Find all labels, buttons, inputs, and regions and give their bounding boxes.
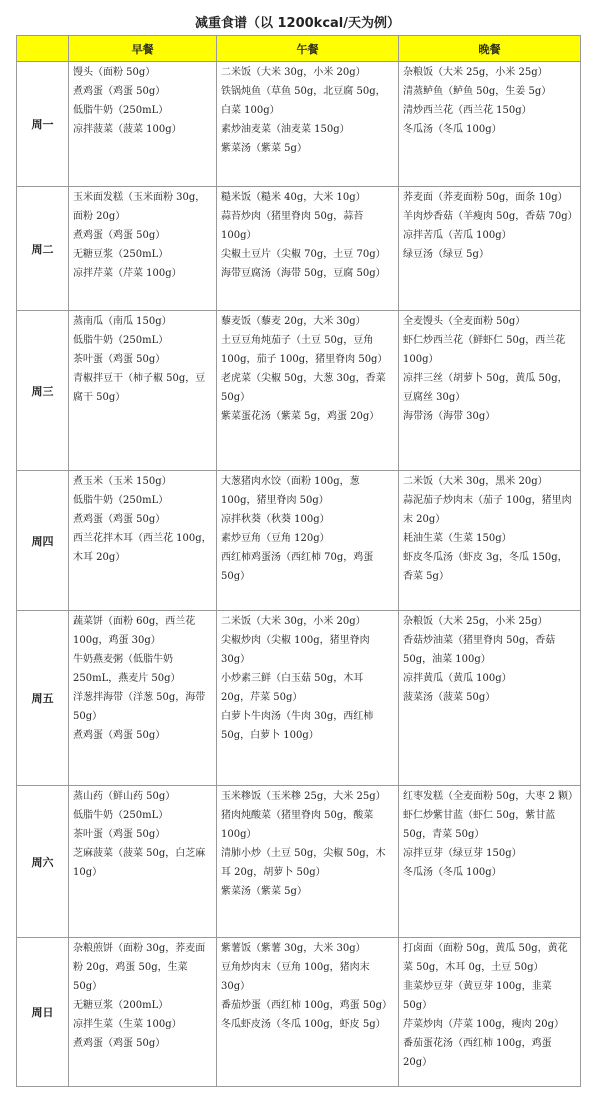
dish-item: 红枣发糕（全麦面粉 50g，大枣 2 颗） — [403, 791, 579, 802]
dish-item: 大葱猪肉水饺（面粉 100g，葱 100g，猪里脊肉 50g） — [221, 476, 360, 506]
dish-item: 煮鸡蛋（鸡蛋 50g） — [73, 86, 166, 97]
dish-item: 清肺小炒（土豆 50g，尖椒 50g，木耳 20g，胡萝卜 50g） — [221, 848, 386, 878]
dish-item: 番茄蛋花汤（西红柿 100g，鸡蛋 20g） — [403, 1038, 552, 1068]
meal-plan-body — [17, 62, 581, 1087]
dish-item: 无糖豆浆（200mL） — [73, 1000, 169, 1011]
dish-item: 玉米糁饭（玉米糁 25g，大米 25g） — [221, 791, 386, 802]
dish-item: 茶叶蛋（鸡蛋 50g） — [73, 354, 166, 365]
lunch-cell — [217, 938, 399, 1087]
dish-item: 杂粮煎饼（面粉 30g，荞麦面粉 20g，鸡蛋 50g，生菜 50g） — [73, 943, 206, 992]
dish-item: 芹菜炒肉（芹菜 100g，瘦肉 20g） — [403, 1019, 564, 1030]
dinner-cell — [399, 938, 581, 1087]
dish-item: 猪肉炖酸菜（猪里脊肉 50g，酸菜 100g） — [221, 810, 374, 840]
dish-item: 藜麦饭（藜麦 20g，大米 30g） — [221, 316, 366, 327]
dish-item: 虾仁炒西兰花（鲜虾仁 50g，西兰花 100g） — [403, 335, 566, 365]
table-row — [17, 311, 581, 471]
dish-item: 土豆豆角炖茄子（土豆 50g，豆角 100g，茄子 100g，猪里脊肉 50g） — [221, 335, 388, 365]
dish-item: 茶叶蛋（鸡蛋 50g） — [73, 829, 166, 840]
dish-item: 凉拌三丝（胡萝卜 50g，黄瓜 50g，豆腐丝 30g） — [403, 373, 568, 403]
header-dinner: 晚餐 — [399, 36, 581, 62]
dish-item: 虾皮冬瓜汤（虾皮 3g，冬瓜 150g，香菜 5g） — [403, 552, 568, 582]
dish-item: 白萝卜牛肉汤（牛肉 30g，西红柿 50g，白萝卜 100g） — [221, 711, 374, 741]
dish-item: 铁锅炖鱼（草鱼 50g，北豆腐 50g，白菜 100g） — [221, 86, 386, 116]
dish-item: 尖椒炒肉（尖椒 100g，猪里脊肉 30g） — [221, 635, 370, 665]
dish-item: 虾仁炒紫甘蓝（虾仁 50g，紫甘蓝 50g，青菜 50g） — [403, 810, 556, 840]
table-row — [17, 786, 581, 938]
dish-item: 馒头（面粉 50g） — [73, 67, 156, 78]
dish-item: 素炒豆角（豆角 120g） — [221, 533, 330, 544]
dish-item: 糙米饭（糙米 40g，大米 10g） — [221, 192, 366, 203]
dinner-cell — [399, 62, 581, 187]
breakfast-cell — [69, 62, 217, 187]
meal-plan-table — [16, 35, 581, 1087]
breakfast-cell — [69, 311, 217, 471]
day-label: 周日 — [17, 938, 69, 1087]
dish-item: 海带豆腐汤（海带 50g，豆腐 50g） — [221, 268, 386, 279]
dish-item: 菠菜汤（菠菜 50g） — [403, 692, 496, 703]
dish-item: 清蒸鲈鱼（鲈鱼 50g，生姜 5g） — [403, 86, 552, 97]
day-label: 周六 — [17, 786, 69, 938]
dish-item: 凉拌芹菜（芹菜 100g） — [73, 268, 182, 279]
dish-item: 凉拌菠菜（菠菜 100g） — [73, 124, 182, 135]
dish-item: 芝麻菠菜（菠菜 50g，白芝麻 10g） — [73, 848, 206, 878]
lunch-cell — [217, 311, 399, 471]
page-title: 减重食谱（以 1200kcal/天为例） — [194, 16, 401, 31]
dish-item: 低脂牛奶（250mL） — [73, 495, 169, 506]
dish-item: 耗油生菜（生菜 150g） — [403, 533, 512, 544]
dish-item: 香菇炒油菜（猪里脊肉 50g，香菇 50g，油菜 100g） — [403, 635, 556, 665]
dish-item: 番茄炒蛋（西红柿 100g，鸡蛋 50g） — [221, 1000, 392, 1011]
dish-item: 豆角炒肉末（豆角 100g，猪肉末 30g） — [221, 962, 370, 992]
dish-item: 煮鸡蛋（鸡蛋 50g） — [73, 730, 166, 741]
lunch-cell — [217, 471, 399, 611]
day-label: 周一 — [17, 62, 69, 187]
day-label: 周二 — [17, 187, 69, 311]
header-row — [17, 36, 581, 62]
header-corner — [17, 36, 69, 62]
dish-item: 全麦馒头（全麦面粉 50g） — [403, 316, 526, 327]
dish-item: 煮鸡蛋（鸡蛋 50g） — [73, 514, 166, 525]
dish-item: 凉拌豆芽（绿豆芽 150g） — [403, 848, 522, 859]
dish-item: 二米饭（大米 30g，黑米 20g） — [403, 476, 548, 487]
dish-item: 凉拌苦瓜（苦瓜 100g） — [403, 230, 512, 241]
lunch-cell — [217, 611, 399, 786]
dish-item: 牛奶燕麦粥（低脂牛奶 250mL，燕麦片 50g） — [73, 654, 181, 684]
dish-item: 紫菜汤（紫菜 5g） — [221, 143, 307, 154]
dish-item: 蒸南瓜（南瓜 150g） — [73, 316, 172, 327]
table-row — [17, 471, 581, 611]
dish-item: 冬瓜汤（冬瓜 100g） — [403, 124, 502, 135]
table-row — [17, 187, 581, 311]
breakfast-cell — [69, 187, 217, 311]
breakfast-cell — [69, 611, 217, 786]
table-row — [17, 62, 581, 187]
dinner-cell — [399, 187, 581, 311]
dish-item: 二米饭（大米 30g，小米 20g） — [221, 67, 366, 78]
day-label: 周四 — [17, 471, 69, 611]
dish-item: 清炒西兰花（西兰花 150g） — [403, 105, 532, 116]
lunch-cell — [217, 187, 399, 311]
breakfast-cell — [69, 938, 217, 1087]
dish-item: 无糖豆浆（250mL） — [73, 249, 169, 260]
dish-item: 二米饭（大米 30g，小米 20g） — [221, 616, 366, 627]
dish-item: 蒸山药（鲜山药 50g） — [73, 791, 176, 802]
dish-item: 低脂牛奶（250mL） — [73, 335, 169, 346]
dish-item: 杂粮饭（大米 25g，小米 25g） — [403, 67, 548, 78]
dish-item: 杂粮饭（大米 25g，小米 25g） — [403, 616, 548, 627]
dish-item: 煮鸡蛋（鸡蛋 50g） — [73, 230, 166, 241]
dish-item: 西红柿鸡蛋汤（西红柿 70g，鸡蛋 50g） — [221, 552, 374, 582]
dish-item: 紫菜蛋花汤（紫菜 5g，鸡蛋 20g） — [221, 411, 380, 422]
dish-item: 凉拌秋葵（秋葵 100g） — [221, 514, 330, 525]
table-row — [17, 611, 581, 786]
dish-item: 韭菜炒豆芽（黄豆芽 100g，韭菜 50g） — [403, 981, 552, 1011]
dish-item: 冬瓜汤（冬瓜 100g） — [403, 867, 502, 878]
dish-item: 煮鸡蛋（鸡蛋 50g） — [73, 1038, 166, 1049]
dish-item: 羊肉炒香菇（羊瘦肉 50g，香菇 70g） — [403, 211, 578, 222]
lunch-cell — [217, 786, 399, 938]
dish-item: 玉米面发糕（玉米面粉 30g，面粉 20g） — [73, 192, 206, 222]
dinner-cell — [399, 611, 581, 786]
dish-item: 打卤面（面粉 50g，黄瓜 50g，黄花菜 50g，木耳 0g，土豆 50g） — [403, 943, 568, 973]
dish-item: 凉拌黄瓜（黄瓜 100g） — [403, 673, 512, 684]
dish-item: 青椒拌豆干（柿子椒 50g，豆腐干 50g） — [73, 373, 206, 403]
table-row — [17, 938, 581, 1087]
header-lunch: 午餐 — [217, 36, 399, 62]
dish-item: 紫薯饭（紫薯 30g，大米 30g） — [221, 943, 366, 954]
day-label: 周三 — [17, 311, 69, 471]
dish-item: 绿豆汤（绿豆 5g） — [403, 249, 489, 260]
lunch-cell — [217, 62, 399, 187]
dish-item: 蒜苔炒肉（猪里脊肉 50g，蒜苔 100g） — [221, 211, 364, 241]
day-label: 周五 — [17, 611, 69, 786]
dish-item: 煮玉米（玉米 150g） — [73, 476, 172, 487]
dish-item: 西兰花拌木耳（西兰花 100g，木耳 20g） — [73, 533, 212, 563]
dish-item: 海带汤（海带 30g） — [403, 411, 496, 422]
breakfast-cell — [69, 786, 217, 938]
dinner-cell — [399, 471, 581, 611]
dish-item: 老虎菜（尖椒 50g，大葱 30g，香菜 50g） — [221, 373, 386, 403]
dish-item: 尖椒土豆片（尖椒 70g，土豆 70g） — [221, 249, 386, 260]
dish-item: 素炒油麦菜（油麦菜 150g） — [221, 124, 350, 135]
dish-item: 洋葱拌海带（洋葱 50g，海带 50g） — [73, 692, 206, 722]
breakfast-cell — [69, 471, 217, 611]
dish-item: 紫菜汤（紫菜 5g） — [221, 886, 307, 897]
dish-item: 荞麦面（荞麦面粉 50g，面条 10g） — [403, 192, 568, 203]
dish-item: 低脂牛奶（250mL） — [73, 105, 169, 116]
dish-item: 冬瓜虾皮汤（冬瓜 100g，虾皮 5g） — [221, 1019, 386, 1030]
dish-item: 蒜泥茄子炒肉末（茄子 100g，猪里肉末 20g） — [403, 495, 572, 525]
dish-item: 低脂牛奶（250mL） — [73, 810, 169, 821]
dish-item: 凉拌生菜（生菜 100g） — [73, 1019, 182, 1030]
header-breakfast: 早餐 — [69, 36, 217, 62]
dish-item: 小炒素三鲜（白玉菇 50g，木耳 20g，芹菜 50g） — [221, 673, 364, 703]
dinner-cell — [399, 786, 581, 938]
dish-item: 蔬菜饼（面粉 60g，西兰花 100g，鸡蛋 30g） — [73, 616, 196, 646]
dinner-cell — [399, 311, 581, 471]
